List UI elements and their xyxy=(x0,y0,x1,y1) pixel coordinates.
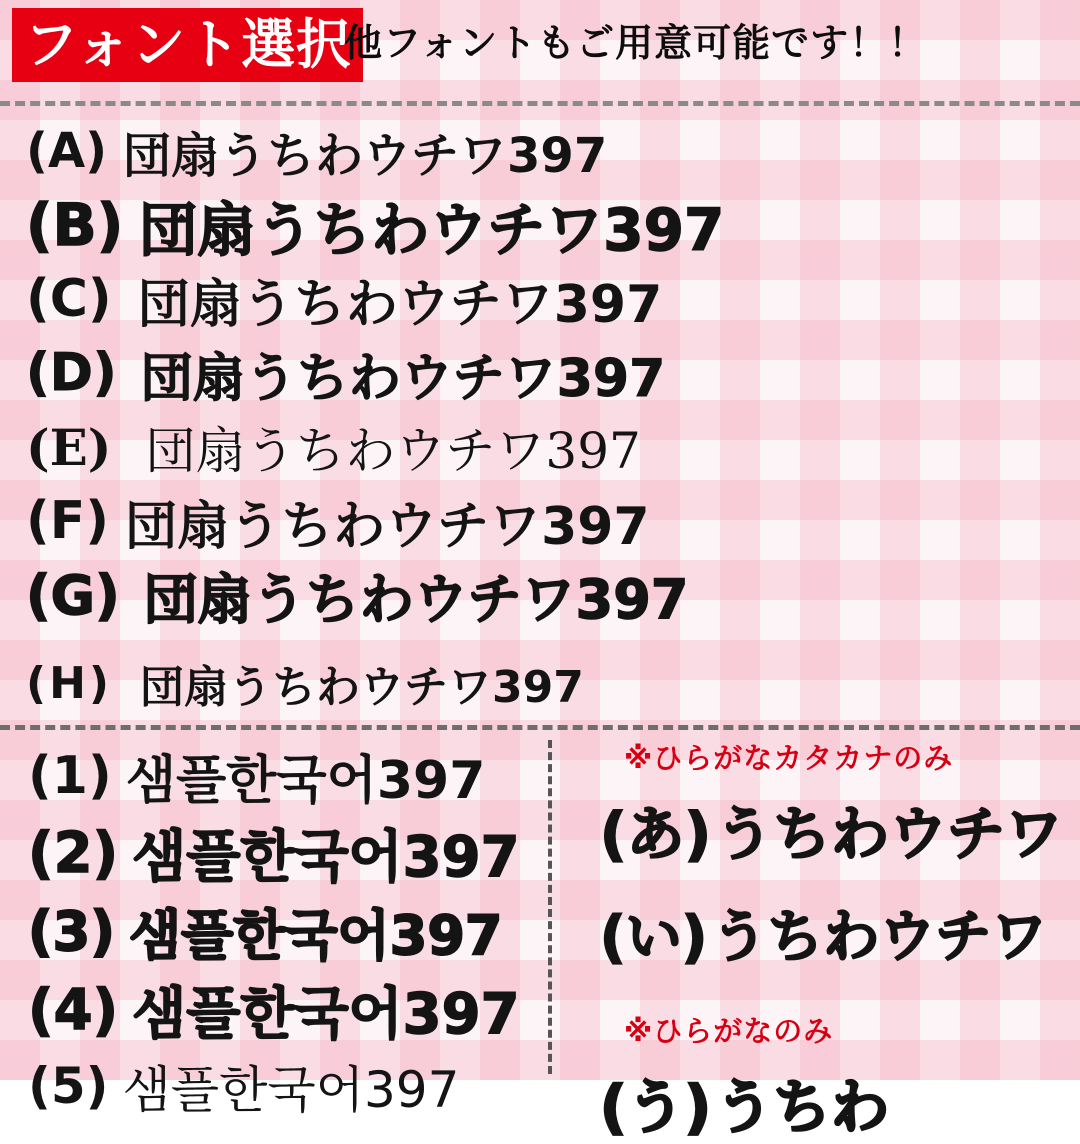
title-banner xyxy=(12,8,363,82)
font-sample-text: 샘플한국어397 xyxy=(125,751,486,811)
font-sample-text: うちわウチワ xyxy=(711,905,1048,970)
font-sample-text: 団扇うちわウチワ397 xyxy=(143,567,689,631)
font-sample-text: 샘플한국어397 xyxy=(132,982,520,1047)
font-sample-row-5 xyxy=(28,1050,538,1122)
font-sample-row-u-kana xyxy=(600,1060,1072,1144)
font-sample-text: 団扇うちわウチワ397 xyxy=(140,662,584,713)
font-option-label: (2) xyxy=(28,820,119,886)
font-sample-text: うちわウチワ xyxy=(715,800,1064,868)
font-sample-row-g xyxy=(26,558,1072,632)
font-option-label: (1) xyxy=(28,745,112,806)
font-option-label: (C) xyxy=(26,269,112,329)
font-option-label: (F) xyxy=(26,491,110,551)
hiragana-katakana-note: ※ひらがなカタカナのみ xyxy=(624,741,954,775)
subtitle-text: 他フォントもご用意可能です！！ xyxy=(344,21,928,65)
font-option-label: (5) xyxy=(28,1057,109,1115)
korean-font-sample-list xyxy=(28,738,538,1119)
separator-top xyxy=(0,101,1080,106)
font-sample-row-a xyxy=(26,114,1072,188)
font-sample-text: 団扇うちわウチワ397 xyxy=(140,348,666,409)
font-option-label: (H) xyxy=(26,657,113,709)
font-sample-row-3 xyxy=(28,893,538,970)
font-option-label: (あ) xyxy=(600,800,712,868)
font-sample-row-a-kana xyxy=(600,787,1072,871)
separator-bottom xyxy=(0,725,1080,730)
kana-font-sample-list xyxy=(600,736,1072,1141)
font-sample-row-1 xyxy=(28,738,538,813)
font-sample-row-e xyxy=(26,410,1072,484)
column-divider xyxy=(548,740,552,1074)
font-option-label: (E) xyxy=(26,417,112,477)
font-sample-text: 団扇うちわウチワ397 xyxy=(123,127,608,184)
font-sample-row-4 xyxy=(28,970,538,1050)
font-option-label: (3) xyxy=(28,900,115,963)
font-sample-text: 団扇うちわウチワ397 xyxy=(145,422,641,480)
font-sample-text: 団扇うちわウチワ397 xyxy=(139,196,725,264)
font-sample-row-h xyxy=(26,646,1072,720)
font-option-label: (A) xyxy=(26,123,108,179)
font-sample-row-c xyxy=(26,262,1072,336)
font-sample-text: 団扇うちわウチワ397 xyxy=(137,274,663,335)
font-sample-text: 샘플한국어397 xyxy=(128,904,503,967)
japanese-font-sample-list xyxy=(26,114,1072,720)
font-sample-text: 샘플한국어397 xyxy=(122,1061,460,1119)
page-title: フォント選択 xyxy=(24,13,352,76)
font-sample-row-2 xyxy=(28,813,538,893)
font-option-label: (D) xyxy=(26,343,117,403)
font-option-label: (い) xyxy=(600,905,708,970)
font-sample-text: 団扇うちわウチワ397 xyxy=(125,496,650,557)
font-sample-row-d xyxy=(26,336,1072,410)
font-option-label: (B) xyxy=(26,191,124,259)
font-sample-row-b xyxy=(26,188,1072,262)
font-option-label: (う) xyxy=(600,1073,712,1141)
font-option-label: (4) xyxy=(28,977,119,1043)
hiragana-only-note: ※ひらがなのみ xyxy=(624,1014,834,1048)
font-sample-row-i-kana xyxy=(600,893,1072,973)
font-sample-text: うちわ xyxy=(715,1073,890,1141)
font-sample-text: 샘플한국어397 xyxy=(132,825,520,890)
font-sample-row-f xyxy=(26,484,1072,558)
font-option-label: (G) xyxy=(26,563,120,627)
